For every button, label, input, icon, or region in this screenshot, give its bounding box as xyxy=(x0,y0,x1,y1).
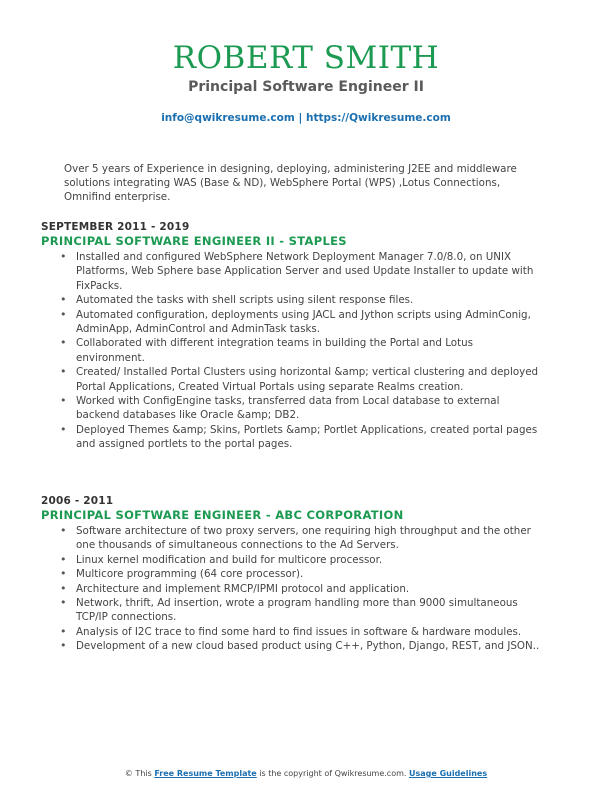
footer-middle: is the copyright of Qwikresume.com. xyxy=(256,769,409,778)
usage-guidelines-link[interactable]: Usage Guidelines xyxy=(408,769,488,778)
bullet-item: • Multicore programming (64 core processor). xyxy=(41,567,541,581)
bullet-item: • Network, thrift, Ad insertion, wrote a program handling more than 9000 simultaneous TCP/IP connections. xyxy=(41,596,541,625)
bullet-item: • Software architecture of two proxy servers, one requiring high throughput and the other one thousands of simultaneous connections to the Ad Servers. xyxy=(41,524,541,553)
job-dates: SEPTEMBER 2011 - 2019 xyxy=(41,221,190,233)
job-bullet-list xyxy=(41,250,541,452)
job-entry-staples xyxy=(41,221,541,452)
job-headline: Principal Software Engineer II xyxy=(188,79,424,95)
bullet-item: • Collaborated with different integration teams in building the Portal and Lotus environment. xyxy=(41,336,541,365)
bullet-item: • Created/ Installed Portal Clusters using horizontal &amp; vertical clustering and deployed Portal Applications, Created Virtual Portals using separate Realms creation. xyxy=(41,365,541,394)
bullet-item: • Development of a new cloud based product using C++, Python, Django, REST, and JSON.. xyxy=(41,639,541,653)
footer-prefix: © This xyxy=(124,769,155,778)
bullet-item: • Automated configuration, deployments using JACL and Jython scripts using AdminConig, AdminApp, AdminControl and AdminTask tasks. xyxy=(41,308,541,337)
free-resume-template-link[interactable]: Free Resume Template xyxy=(154,769,257,778)
email-link[interactable]: info@qwikresume.com xyxy=(161,112,295,124)
job-title: PRINCIPAL SOFTWARE ENGINEER II - STAPLES xyxy=(41,234,347,248)
summary-paragraph: Over 5 years of Experience in designing, deploying, administering J2EE and middleware solutions integrating WAS (Base & ND), WebSphere Portal (WPS) ,Lotus Connections, Omnifind enterprise. xyxy=(64,163,517,204)
job-dates: 2006 - 2011 xyxy=(41,495,114,507)
bullet-item: • Deployed Themes &amp; Skins, Portlets &amp; Portlet Applications, created portal pages and assigned portlets to the portal pages. xyxy=(41,423,541,452)
bullet-item: • Worked with ConfigEngine tasks, transferred data from Local database to external backend databases like Oracle &amp; DB2. xyxy=(41,394,541,423)
bullet-item: • Architecture and implement RMCP/IPMI protocol and application. xyxy=(41,582,541,596)
contact-separator: | xyxy=(294,112,306,124)
bullet-item: • Installed and configured WebSphere Network Deployment Manager 7.0/8.0, on UNIX Platforms, Web Sphere base Application Server and used Update Installer to update with FixPacks. xyxy=(41,250,541,293)
job-entry-abc-corporation xyxy=(41,495,541,654)
bullet-item: • Linux kernel modification and build for multicore processor. xyxy=(41,553,541,567)
bullet-item: • Automated the tasks with shell scripts using silent response files. xyxy=(41,293,541,307)
bullet-item: • Analysis of I2C trace to find some hard to find issues in software & hardware modules. xyxy=(41,625,541,639)
copyright-footer xyxy=(0,768,612,779)
website-link[interactable]: https://Qwikresume.com xyxy=(305,112,451,124)
job-title: PRINCIPAL SOFTWARE ENGINEER - ABC CORPORATION xyxy=(41,508,404,522)
job-bullet-list xyxy=(41,524,541,654)
contact-line xyxy=(0,111,612,125)
candidate-name: ROBERT SMITH xyxy=(172,40,440,76)
